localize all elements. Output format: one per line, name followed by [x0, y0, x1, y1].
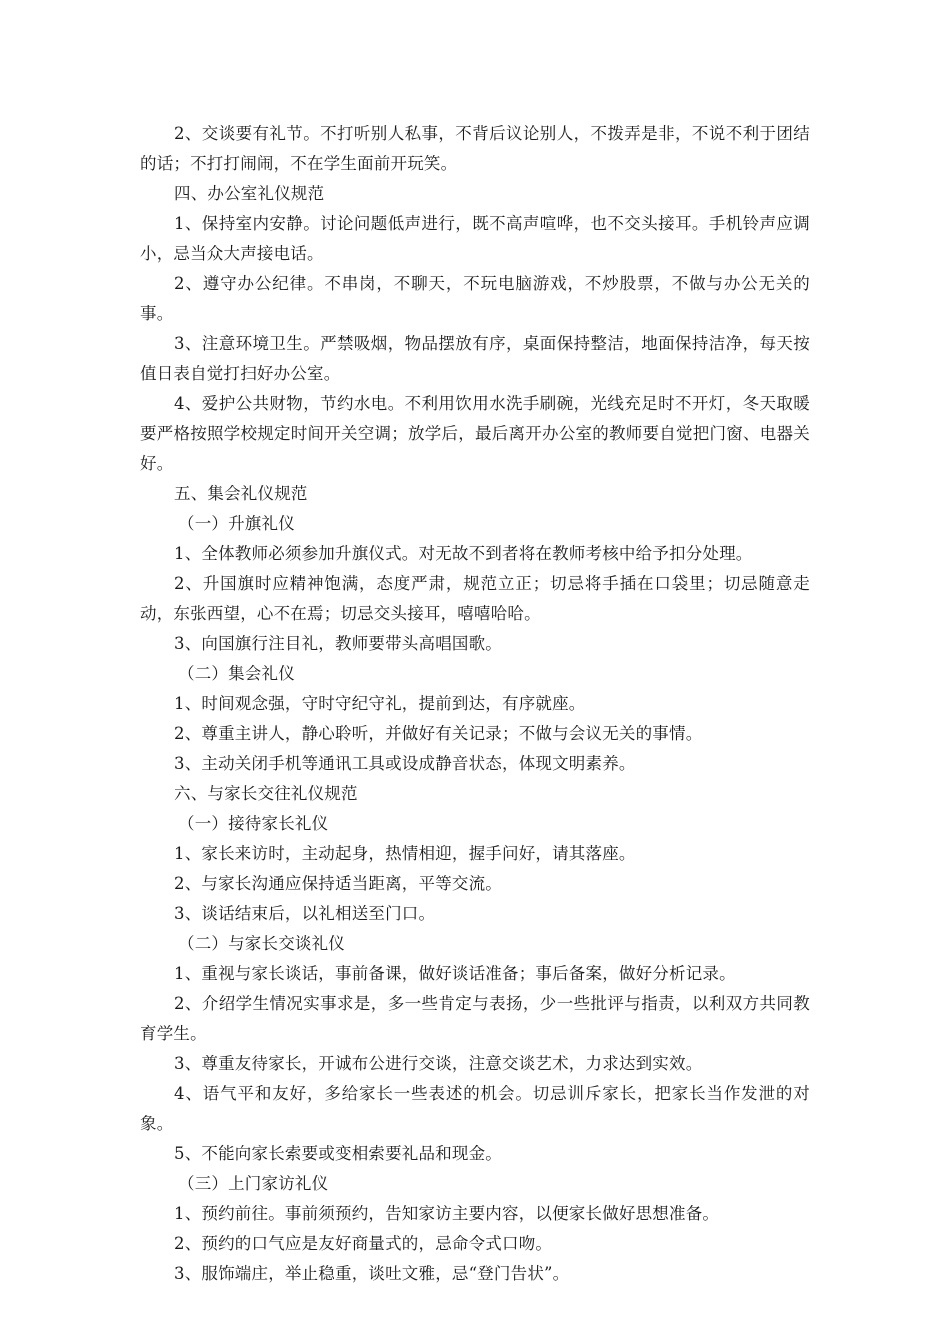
document-body: [140, 119, 810, 1289]
paragraph: 2、尊重主讲人，静心聆听，并做好有关记录；不做与会议无关的事情。: [174, 724, 703, 743]
paragraph: 3、主动关闭手机等通讯工具或设成静音状态，体现文明素养。: [174, 754, 636, 773]
paragraph: 2、与家长沟通应保持适当距离，平等交流。: [174, 874, 502, 893]
paragraph: 1、保持室内安静。讨论问题低声进行，既不高声喧哗，也不交头接耳。手机铃声应调小，忌当众大声接电话。: [140, 214, 810, 263]
paragraph: 2、交谈要有礼节。不打听别人私事，不背后议论别人，不拨弄是非，不说不利于团结的话；不打打闹闹，不在学生面前开玩笑。: [140, 124, 810, 173]
paragraph: 3、向国旗行注目礼，教师要带头高唱国歌。: [174, 634, 502, 653]
subsection-heading: （一）接待家长礼仪: [178, 814, 329, 833]
paragraph: 2、介绍学生情况实事求是，多一些肯定与表扬，少一些批评与指责，以利双方共同教育学生。: [140, 994, 810, 1043]
paragraph: 2、预约的口气应是友好商量式的，忌命令式口吻。: [174, 1234, 553, 1253]
paragraph: 3、服饰端庄，举止稳重，谈吐文雅，忌“登门告状”。: [174, 1264, 570, 1283]
paragraph: 3、谈话结束后，以礼相送至门口。: [174, 904, 436, 923]
paragraph: 1、预约前往。事前须预约，告知家访主要内容，以便家长做好思想准备。: [174, 1204, 720, 1223]
paragraph: 5、不能向家长索要或变相索要礼品和现金。: [174, 1144, 502, 1163]
subsection-heading: （二）集会礼仪: [178, 664, 295, 683]
subsection-heading: （二）与家长交谈礼仪: [178, 934, 345, 953]
paragraph: 2、遵守办公纪律。不串岗，不聊天，不玩电脑游戏，不炒股票，不做与办公无关的事。: [140, 274, 810, 323]
paragraph: 4、爱护公共财物，节约水电。不利用饮用水洗手刷碗，光线充足时不开灯，冬天取暖要严格按照学校规定时间开关空调；放学后，最后离开办公室的教师要自觉把门窗、电器关好。: [140, 394, 810, 473]
paragraph: 3、尊重友待家长，开诚布公进行交谈，注意交谈艺术，力求达到实效。: [174, 1054, 703, 1073]
paragraph: 1、全体教师必须参加升旗仪式。对无故不到者将在教师考核中给予扣分处理。: [174, 544, 753, 563]
paragraph: 1、家长来访时，主动起身，热情相迎，握手问好，请其落座。: [174, 844, 636, 863]
paragraph: 1、重视与家长谈话，事前备课，做好谈话准备；事后备案，做好分析记录。: [174, 964, 736, 983]
paragraph: 3、注意环境卫生。严禁吸烟，物品摆放有序，桌面保持整洁，地面保持洁净，每天按值日表自觉打扫好办公室。: [140, 334, 810, 383]
section-heading: 五、集会礼仪规范: [174, 484, 308, 503]
paragraph: 2、升国旗时应精神饱满，态度严肃，规范立正；切忌将手插在口袋里；切忌随意走动，东张西望，心不在焉；切忌交头接耳，嘻嘻哈哈。: [140, 574, 810, 623]
section-heading: 四、办公室礼仪规范: [174, 184, 325, 203]
subsection-heading: （三）上门家访礼仪: [178, 1174, 329, 1193]
paragraph: 1、时间观念强，守时守纪守礼，提前到达，有序就座。: [174, 694, 586, 713]
section-heading: 六、与家长交往礼仪规范: [174, 784, 358, 803]
subsection-heading: （一）升旗礼仪: [178, 514, 295, 533]
paragraph: 4、语气平和友好，多给家长一些表述的机会。切忌训斥家长，把家长当作发泄的对象。: [140, 1084, 810, 1133]
